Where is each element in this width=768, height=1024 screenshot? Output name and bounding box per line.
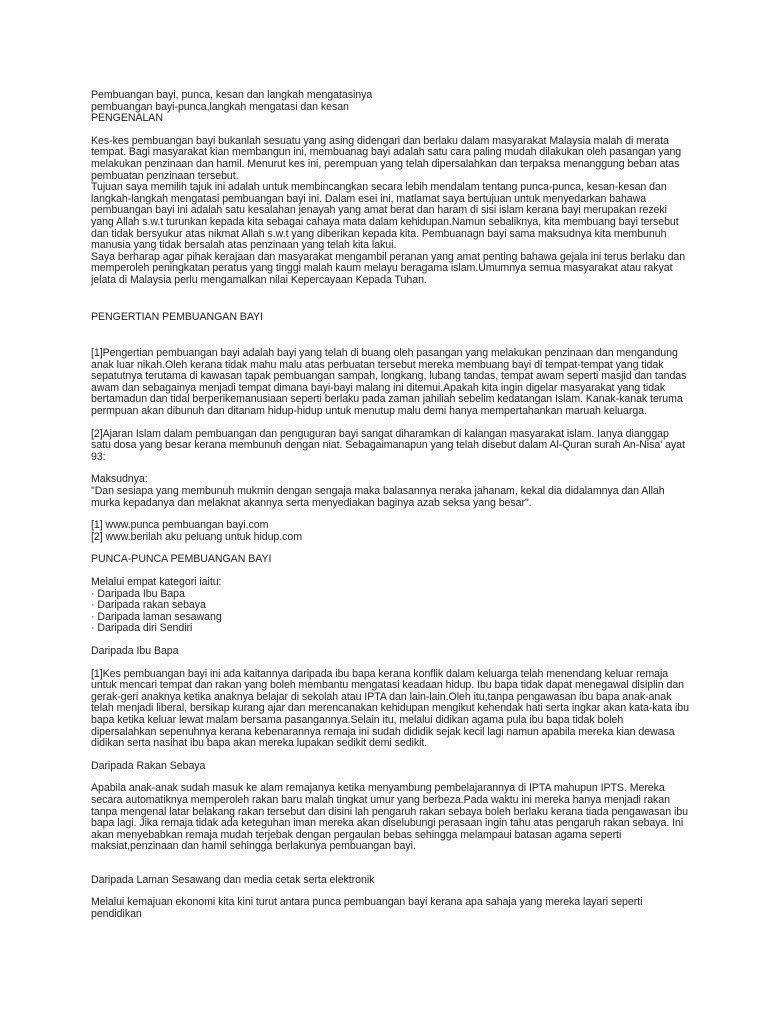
intro-paragraph-2: Tujuan saya memilih tajuk ini adalah untuk membincangkan secara lebih mendalam tentang punca-punca, kesan-kesan dan langkah-langkah mengatasi pembuangan bayi ini. Dalam esei ini, matlamat saya bertujuan untuk menyedarkan bahawa pembuangan bayi ini adalah satu kesalahan jenayah yang amat berat dan haram di sisi islam kerana bayi merupakan rezeki yang Allah s.w.t turunkan kepada kita sebagai cahaya mata dalam kehidupan.Namun sebaliknya, kita membuang bayi tersebut dan tidak bersyukur atas nikmat Allah s.w.t yang diberikan kepada kita. Pembuanagn bayi sama maksudnya kita membunuh manusia yang tidak bersalah atas penzinaan yang telah kita lakui.	[91, 181, 679, 252]
section-heading-laman-sesawang: Daripada Laman Sesawang dan media cetak serta elektronik	[91, 873, 375, 886]
quran-quote: "Dan sesiapa yang membunuh mukmin dengan sengaja maka balasannya neraka jahanam, kekal dia didalamnya dan Allah murka kepadanya dan melaknat akannya serta menyediakan baginya azab seksa yang besar".	[91, 485, 665, 509]
list-item: · Daripada rakan sebaya	[91, 599, 206, 612]
intro-paragraph-3: Saya berharap agar pihak kerajaan dan masyarakat mengambil peranan yang amat penting bahawa gejala ini terus berlaku dan memperoleh peningkatan peratus yang tinggi malah kaum melayu beragama islam.Umumnya semua masyarakat atau rakyat jelata di Malaysia perlu mengamalkan nilai Kepercayaan Kepada Tuhan.	[91, 250, 686, 286]
reference-2: [2] www.berilah aku peluang untuk hidup.com	[91, 530, 303, 543]
rakan-sebaya-paragraph: Apabila anak-anak sudah masuk ke alam remajanya ketika menyambung pembelajarannya di IPTA mahupun IPTS. Mereka secara automatiknya memperoleh rakan baru malah tingkat umur yang berbeza.Pada waktu ini mereka hanya menjadi rakan tanpa mengenal latar belakang rakan tersebut dan disini lah pengaruh rakan sebaya boleh berlaku kerana tiada pengawasan ibu bapa lagi. Jika remaja tidak ada keteguhan iman mereka akan diselubungi perasaan ingin tahu atas pengaruh rakan sebaya. Ini akan menyebabkan remaja mudah terjebak dengan pergaulan bebas sehingga melampaui batasan agama seperti maksiat,penzinaan dan hamil sehingga berlakunya pembuangan bayi.	[91, 782, 688, 853]
document-title: Pembuangan bayi, punca, kesan dan langkah mengatasinya	[91, 89, 373, 101]
ibu-bapa-paragraph: [1]Kes pembuangan bayi ini ada kaitannya daripada ibu bapa kerana konflik dalam keluarga telah menendang keluar remaja untuk mencari tempat dan rakan yang boleh membantu mengatasi keadaan hidup. Ibu bapa tidak dapat menegawal disiplin dan gerak-geri anaknya ketika anaknya belajar di sekolah atau IPTA dan lain-lain.Oleh itu,tanpa pengawasan ibu bapa anak-anak telah menjadi liberal, bersikap kurang ajar dan merencanakan kehidupan mengikut kehendak hati serta ingkar akan kata-kata ibu bapa ketika keluar lewat malam bersama pasangannya.Selain itu, melalui didikan agama pula ibu bapa tidak boleh dipersalahkan sepenuhnya kerana kebenarannya remaja ini sudah dididik sejak kecil lagi namun apabila mereka kian dewasa didikan serta nasihat ibu bapa akan mereka lupakan sedikit demi sedikit.	[91, 667, 689, 750]
punca-list	[91, 589, 691, 635]
section-heading-ibu-bapa: Daripada Ibu Bapa	[91, 644, 179, 657]
section-heading-pengenalan: PENGENALAN	[91, 112, 163, 125]
pengertian-paragraph-2: [2]Ajaran Islam dalam pembuangan dan penguguran bayi sangat diharamkan di kalangan masyarakat islam. Ianya dianggap satu dosa yang besar kerana membunuh dengan niat. Sebagaimanapun yang telah disebut dalam Al-Quran surah An-Nisa' ayat 93:	[91, 427, 685, 463]
document-subtitle: pembuangan bayi-punca,langkah mengatasi dan kesan	[91, 100, 349, 113]
list-item: · Daripada Ibu Bapa	[91, 587, 185, 600]
pengertian-paragraph-1: [1]Pengertian pembuangan bayi adalah bayi yang telah di buang oleh pasangan yang melakukan penzinaan dan mengandung anak luar nikah.Oleh kerana tidak mahu malu atas perbuatan tersebut mereka membuang bayi di tempat-tempat yang tidak sepatutnya terutama di kawasan tapak pembuangan sampah, longkang, lubang tandas, tempat awam seperti masjid dan tandas awam dan sebagainya menjadi tempat dimana bayi-bayi malang ini ditemui.Apakah kita ingin digelar masyarakat yang tidak bertamadun dan tidal berperikemanusiaan seperti berlaku pada zaman jahiliah sebelim kedatangan Islam. Kanak-kanak teruma permpuan akan dibunuh dan ditanam hidup-hidup untuk menutup malu demi hanya mempertahankan maruah keluarga.	[91, 347, 687, 418]
punca-intro: Melalui empat kategori iaitu:	[91, 576, 222, 588]
reference-1: [1] www.punca pembuangan bayi.com	[91, 519, 269, 532]
section-heading-punca: PUNCA-PUNCA PEMBUANGAN BAYI	[91, 553, 272, 566]
list-item: · Daripada laman sesawang	[91, 610, 222, 623]
section-heading-pengertian: PENGERTIAN PEMBUANGAN BAYI	[91, 310, 263, 323]
maksudnya-label: Maksudnya:	[91, 473, 148, 486]
intro-paragraph-1: Kes-kes pembuangan bayi bukanlah sesuatu yang asing didengari dan berlaku dalam masyarakat Malaysia malah di merata tempat. Bagi masyarakat kian membangun ini, membuanag bayi adalah satu cara paling mudah dilakukan oleh pasangan yang melakukan penzinaan dan hamil. Menurut kes ini, perempuan yang telah dipersalahkan dan terpaksa menanggung beban atas pembuatan penzinaan tersebut.	[91, 134, 682, 182]
document-body	[91, 90, 691, 921]
section-heading-rakan-sebaya: Daripada Rakan Sebaya	[91, 759, 206, 772]
laman-sesawang-paragraph: Melalui kemajuan ekonomi kita kini turut antara punca pembuangan bayi kerana apa sahaja yang mereka layari seperti pendidikan	[91, 896, 643, 921]
list-item: · Daripada diri Sendiri	[91, 622, 193, 635]
